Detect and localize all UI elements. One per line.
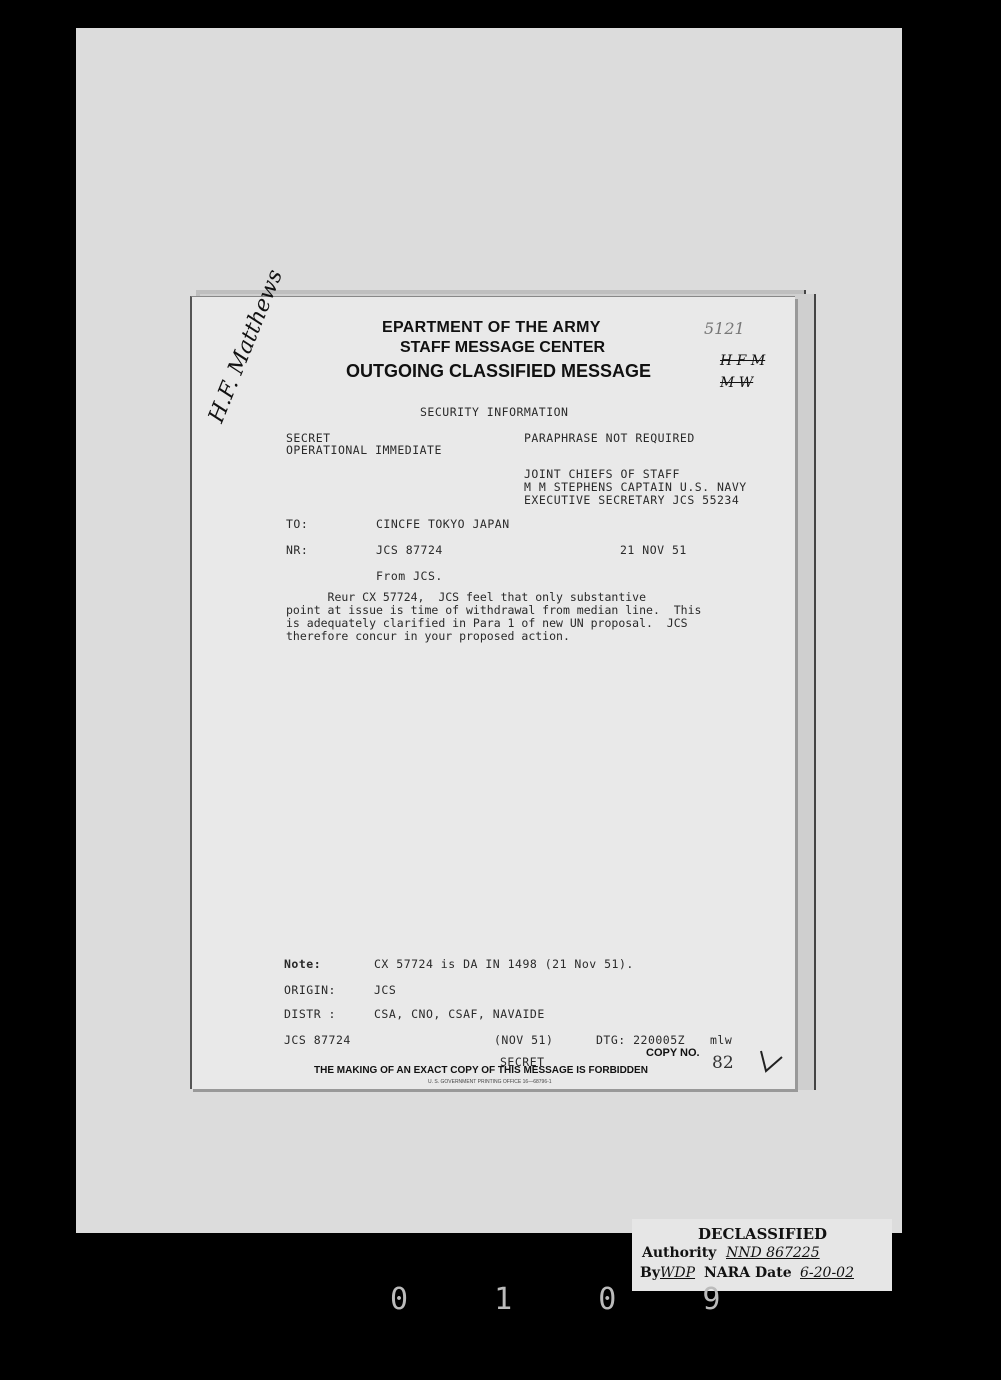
nr-label: NR: <box>286 543 309 557</box>
header-department: EPARTMENT OF THE ARMY <box>382 319 601 336</box>
note-label: Note: <box>284 957 322 971</box>
handwritten-check <box>758 1049 784 1081</box>
origin-value: JCS <box>374 983 397 997</box>
stamp-nara-label: NARA Date <box>704 1265 792 1281</box>
copy-warning: THE MAKING OF AN EXACT COPY OF THIS MESSAGE IS FORBIDDEN <box>314 1065 648 1076</box>
footer-dtg: DTG: 220005Z <box>596 1033 686 1047</box>
stamp-nara-value: 6-20-02 <box>800 1265 854 1281</box>
stamp-title: DECLASSIFIED <box>698 1225 828 1243</box>
handwritten-initials: H F M <box>720 353 766 369</box>
header-message-center: STAFF MESSAGE CENTER <box>400 339 606 356</box>
message-body: Reur CX 57724, JCS feel that only substantive point at issue is time of withdrawal from median line. This is adequately clarified in Para 1 of new UN proposal. JCS therefore concur in your proposed action. <box>286 590 702 643</box>
from-jcs: From JCS. <box>376 569 443 583</box>
originator-line: EXECUTIVE SECRETARY JCS 55234 <box>524 493 740 507</box>
footer-ref-number: JCS 87724 <box>284 1033 351 1047</box>
to-label: TO: <box>286 517 309 531</box>
checkmark-icon <box>758 1049 784 1075</box>
classification: SECRET <box>286 431 331 445</box>
header-form-title: OUTGOING CLASSIFIED MESSAGE <box>346 361 652 381</box>
footer-initials: mlw <box>710 1033 733 1047</box>
footer-classification: SECRET <box>500 1055 545 1069</box>
handwritten-number: 5121 <box>704 319 745 338</box>
distr-value: CSA, CNO, CSAF, NAVAIDE <box>374 1007 545 1021</box>
frame-number: 0 1 0 9 <box>390 1282 755 1317</box>
originator-line: M M STEPHENS CAPTAIN U.S. NAVY <box>524 480 747 494</box>
stamp-authority-label: Authority <box>642 1245 717 1261</box>
originator-line: JOINT CHIEFS OF STAFF <box>524 467 680 481</box>
message-form <box>190 266 795 1089</box>
declassified-stamp <box>632 1219 892 1291</box>
copy-no-label: COPY NO. <box>646 1047 700 1059</box>
stamp-authority-value: NND 867225 <box>726 1245 820 1261</box>
message-date: 21 NOV 51 <box>620 543 687 557</box>
printing-office-imprint: U. S. GOVERNMENT PRINTING OFFICE 16—68796-1 <box>428 1079 552 1085</box>
stamp-by-label: By <box>640 1265 660 1281</box>
note-value: CX 57724 is DA IN 1498 (21 Nov 51). <box>374 957 634 971</box>
copy-no-value: 82 <box>712 1053 734 1073</box>
to-value: CINCFE TOKYO JAPAN <box>376 517 510 531</box>
handwritten-name: H.F. Matthews <box>204 266 289 427</box>
security-information: SECURITY INFORMATION <box>420 405 569 419</box>
precedence: OPERATIONAL IMMEDIATE <box>286 443 442 457</box>
footer-ref-month: (NOV 51) <box>494 1033 554 1047</box>
stamp-by-value: WDP <box>660 1265 696 1281</box>
distr-label: DISTR : <box>284 1007 336 1021</box>
origin-label: ORIGIN: <box>284 983 336 997</box>
handwritten-initials: M W <box>720 375 754 391</box>
paraphrase-note: PARAPHRASE NOT REQUIRED <box>524 431 695 445</box>
nr-value: JCS 87724 <box>376 543 443 557</box>
